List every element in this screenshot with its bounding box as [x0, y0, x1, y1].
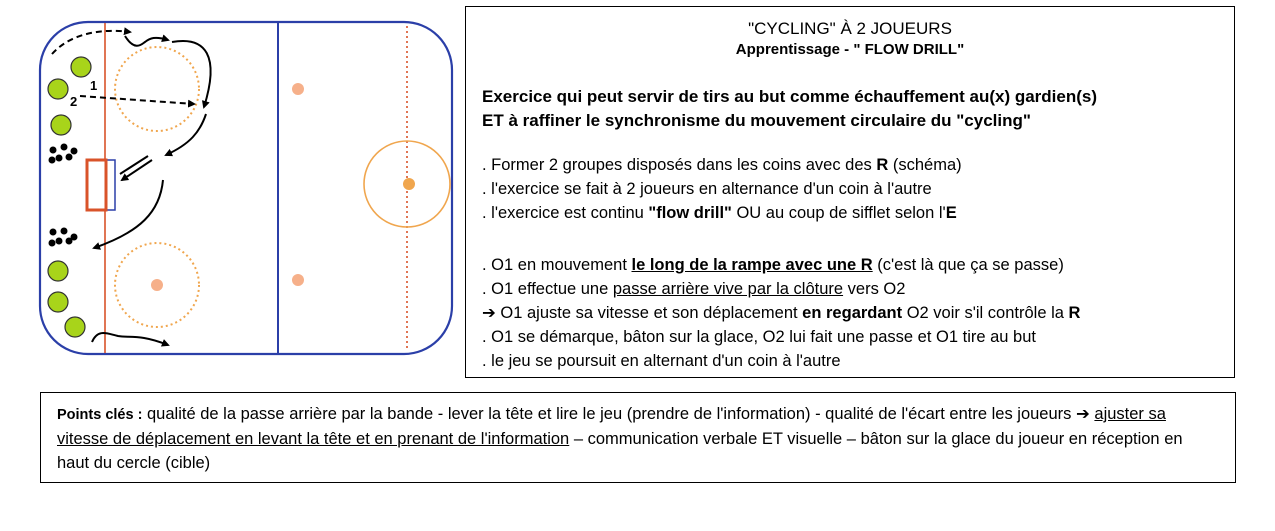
- neutral-dot-top: [292, 83, 304, 95]
- text: vers O2: [843, 280, 906, 298]
- description-box: [465, 6, 1235, 378]
- text: (c'est là que ça se passe): [872, 256, 1064, 274]
- steps-list: [482, 253, 1228, 373]
- text: . l'exercice est continu: [482, 204, 649, 222]
- rink-diagram: [30, 12, 460, 362]
- text: O1 ajuste sa vitesse et son déplacement: [495, 304, 803, 322]
- text-bold: R: [876, 156, 889, 174]
- goal-net: [87, 160, 106, 210]
- step-line-5: . le jeu se poursuit en alternant d'un coin à l'autre: [482, 352, 841, 370]
- text: (schéma): [888, 156, 962, 174]
- key-points-box: [40, 392, 1236, 483]
- key-points-text-1: qualité de la passe arrière par la bande - lever la tête et lire le jeu (prendre de l'information) - qualité de l'écart entre les joueurs: [142, 405, 1076, 423]
- step-line-3: [482, 301, 1228, 325]
- setup-line-3: [482, 201, 1228, 225]
- text-bold-underline: le long de la rampe avec une R: [631, 256, 873, 274]
- text-bold: "flow drill": [648, 204, 732, 222]
- faceoff-dot-bottom: [151, 279, 163, 291]
- text-bold: en regardant: [802, 304, 903, 322]
- text: O2 voir s'il contrôle la: [902, 304, 1069, 322]
- intro-line-2: ET à raffiner le synchronisme du mouvement circulaire du "cycling": [482, 111, 1031, 130]
- key-points-underlined: ajuster sa vitesse de déplacement en levant la tête et en prenant de l'information: [57, 405, 1166, 448]
- setup-list: [482, 153, 1228, 225]
- drill-subtitle: Apprentissage - " FLOW DRILL": [735, 41, 965, 58]
- intro-text: [482, 85, 1224, 133]
- setup-line-2: . l'exercice se fait à 2 joueurs en alternance d'un coin à l'autre: [482, 180, 932, 198]
- text-bold: E: [945, 204, 957, 222]
- text: . O1 effectue une: [482, 280, 613, 298]
- neutral-dot-bottom: [292, 274, 304, 286]
- player-label-2: 2: [70, 94, 78, 109]
- text: . O1 en mouvement: [482, 256, 632, 274]
- text-bold: R: [1068, 304, 1081, 322]
- player-label-1: 1: [90, 78, 98, 93]
- step-line-4: . O1 se démarque, bâton sur la glace, O2 lui fait une passe et O1 tire au but: [482, 328, 1036, 346]
- setup-line-1: [482, 153, 1228, 177]
- arrow-icon: ➔: [482, 304, 496, 322]
- center-dot: [403, 178, 415, 190]
- key-points-label: Points clés :: [57, 407, 143, 423]
- text-underline: passe arrière vive par la clôture: [612, 280, 844, 298]
- step-line-2: [482, 277, 1228, 301]
- drill-title: "CYCLING" À 2 JOUEURS: [748, 19, 952, 38]
- step-line-1: [482, 253, 1228, 277]
- text: . Former 2 groupes disposés dans les coins avec des: [482, 156, 877, 174]
- arrow-icon: ➔: [1075, 405, 1090, 423]
- key-points-text-2: – communication verbale ET visuelle – bâton sur la glace du joueur en réception en haut du cercle (cible): [57, 430, 1183, 472]
- intro-line-1: Exercice qui peut servir de tirs au but comme échauffement au(x) gardien(s): [482, 87, 1098, 106]
- text: OU au coup de sifflet selon l': [731, 204, 946, 222]
